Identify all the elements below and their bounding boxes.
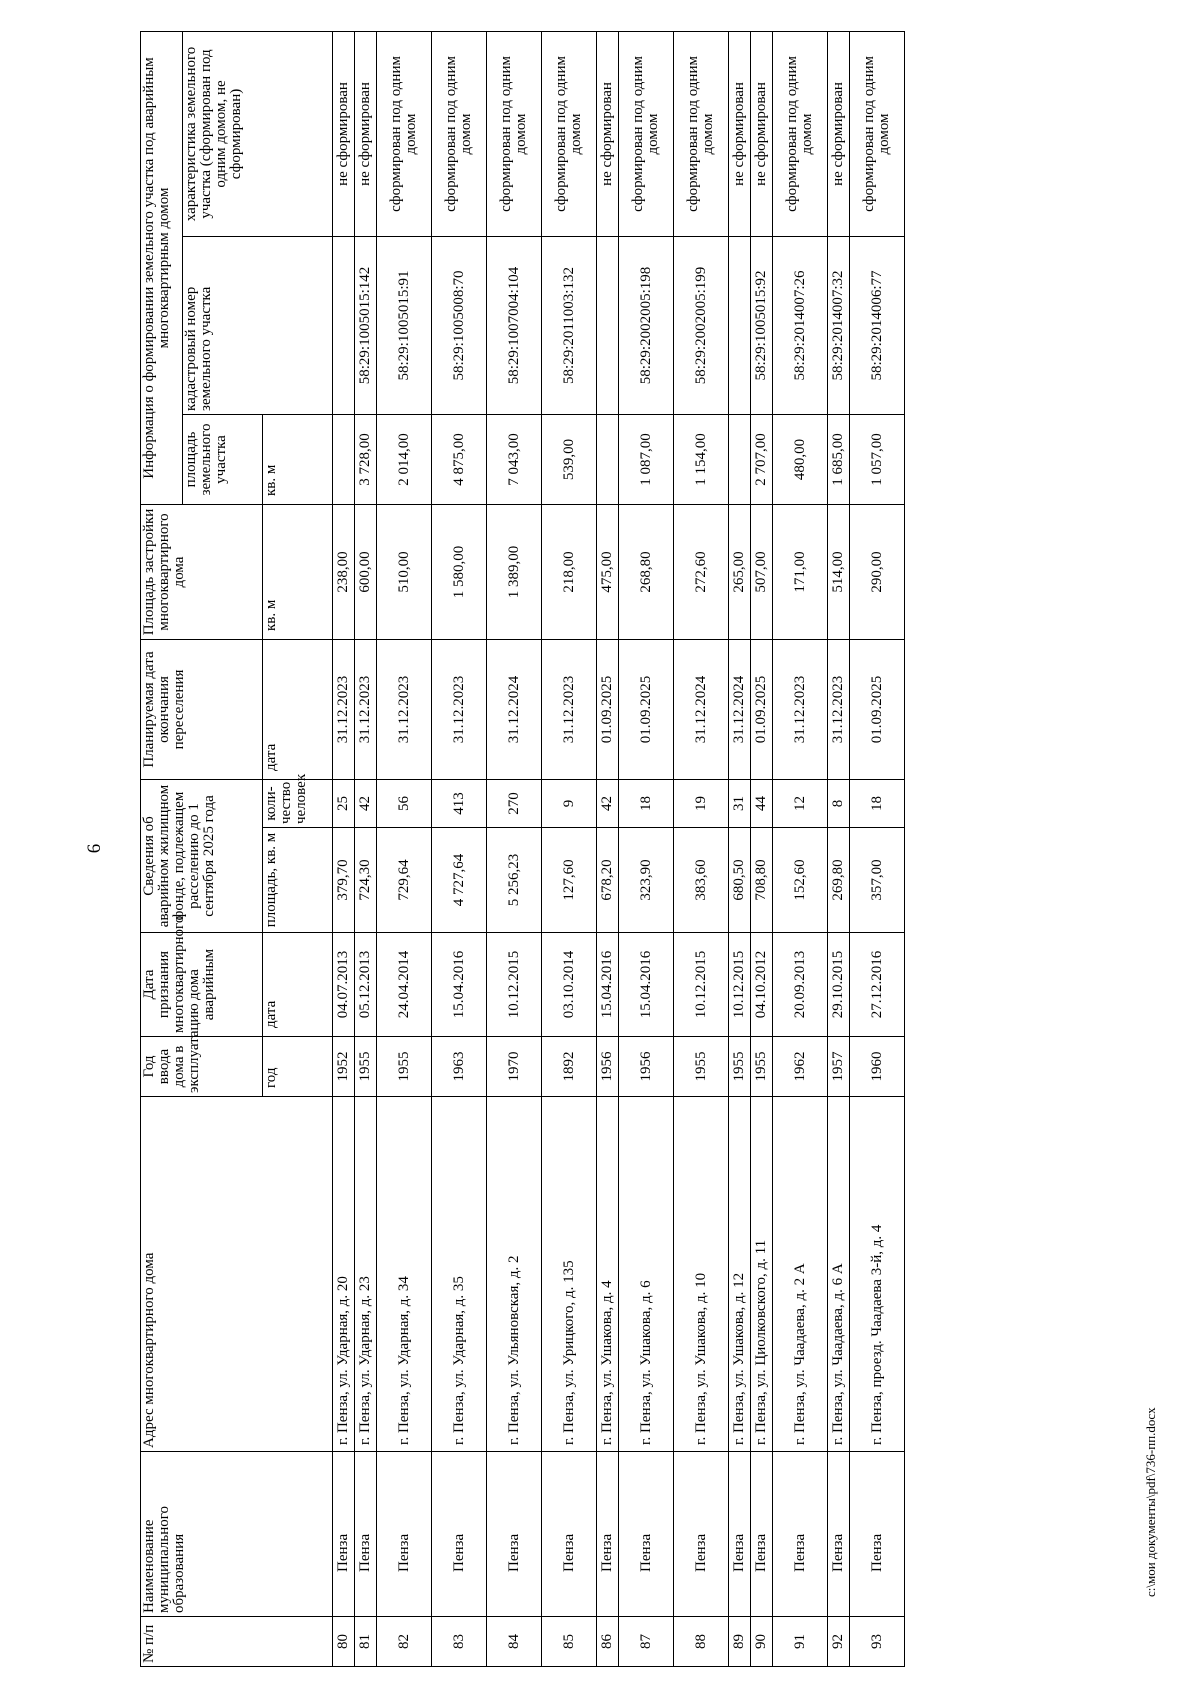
cell-people: 44 (751, 779, 773, 827)
cell-num: 89 (729, 1617, 751, 1667)
cell-plan: 31.12.2024 (487, 639, 542, 779)
cell-cad: 58:29:2014007:26 (773, 236, 828, 414)
cell-num: 83 (432, 1617, 487, 1667)
cell-num: 93 (850, 1617, 905, 1667)
cell-char: сформирован под одним домом (619, 31, 674, 236)
cell-num: 92 (828, 1617, 850, 1667)
cell-address: г. Пенза, ул. Ульяновская, д. 2 (487, 1097, 542, 1452)
cell-land-area: 2 707,00 (751, 414, 773, 504)
table-body (333, 31, 905, 1666)
cell-year: 1955 (355, 1037, 377, 1097)
cell-area: 5 256,23 (487, 828, 542, 933)
cell-area: 323,90 (619, 828, 674, 933)
cell-land-area (333, 414, 355, 504)
cell-build: 507,00 (751, 504, 773, 639)
cell-address: г. Пенза, ул. Урицкого, д. 135 (542, 1097, 597, 1452)
cell-mo: Пенза (487, 1452, 542, 1617)
table-row (377, 31, 432, 1666)
subheader-recog: дата (263, 933, 333, 1037)
cell-mo: Пенза (333, 1452, 355, 1617)
cell-char: не сформирован (729, 31, 751, 236)
cell-year: 1956 (597, 1037, 619, 1097)
cell-char: сформирован под одним домом (542, 31, 597, 236)
cell-year: 1955 (729, 1037, 751, 1097)
cell-recog: 10.12.2015 (674, 933, 729, 1037)
cell-cad (729, 236, 751, 414)
table-row (355, 31, 377, 1666)
cell-land-area: 4 875,00 (432, 414, 487, 504)
subheader-fund-people: коли-чество человек (263, 779, 333, 827)
cell-char: не сформирован (751, 31, 773, 236)
cell-num: 90 (751, 1617, 773, 1667)
cell-cad: 58:29:2011003:132 (542, 236, 597, 414)
cell-plan: 01.09.2025 (597, 639, 619, 779)
emergency-housing-table (140, 31, 905, 1667)
cell-build: 268,80 (619, 504, 674, 639)
header-land-char: характеристика земельного участка (сформирован под одним домом, не сформирован) (183, 31, 333, 236)
cell-area: 729,64 (377, 828, 432, 933)
cell-land-area: 3 728,00 (355, 414, 377, 504)
cell-address: г. Пенза, ул. Чаадаева, д. 6 А (828, 1097, 850, 1452)
cell-recog: 15.04.2016 (597, 933, 619, 1037)
subheader-land-area: кв. м (263, 414, 333, 504)
cell-year: 1963 (432, 1037, 487, 1097)
cell-area: 708,80 (751, 828, 773, 933)
cell-plan: 31.12.2024 (674, 639, 729, 779)
cell-num: 85 (542, 1617, 597, 1667)
cell-people: 18 (850, 779, 905, 827)
cell-address: г. Пенза, ул. Ушакова, д. 12 (729, 1097, 751, 1452)
cell-build: 290,00 (850, 504, 905, 639)
cell-land-area: 539,00 (542, 414, 597, 504)
cell-mo: Пенза (828, 1452, 850, 1617)
cell-build: 265,00 (729, 504, 751, 639)
header-num: № п/п (141, 1617, 333, 1667)
table-row (542, 31, 597, 1666)
cell-people: 18 (619, 779, 674, 827)
cell-cad (333, 236, 355, 414)
cell-mo: Пенза (674, 1452, 729, 1617)
cell-num: 82 (377, 1617, 432, 1667)
footer-path: c:\мои документы\pdf\736-пп.docx (1143, 1407, 1158, 1597)
cell-recog: 29.10.2015 (828, 933, 850, 1037)
cell-cad: 58:29:2014006:77 (850, 236, 905, 414)
cell-plan: 01.09.2025 (850, 639, 905, 779)
cell-char: не сформирован (828, 31, 850, 236)
cell-year: 1955 (674, 1037, 729, 1097)
page-number: 6 (84, 843, 105, 854)
cell-build: 475,00 (597, 504, 619, 639)
table-row (729, 31, 751, 1666)
cell-people: 42 (355, 779, 377, 827)
cell-address: г. Пенза, ул. Ушакова, д. 10 (674, 1097, 729, 1452)
table-row (674, 31, 729, 1666)
cell-mo: Пенза (355, 1452, 377, 1617)
cell-address: г. Пенза, ул. Чаадаева, д. 2 А (773, 1097, 828, 1452)
cell-recog: 27.12.2016 (850, 933, 905, 1037)
cell-area: 152,60 (773, 828, 828, 933)
header-land-area: площадь земельного участка (183, 414, 263, 504)
cell-cad: 58:29:1005015:142 (355, 236, 377, 414)
cell-address: г. Пенза, ул. Ушакова, д. 6 (619, 1097, 674, 1452)
cell-recog: 04.10.2012 (751, 933, 773, 1037)
cell-area: 269,80 (828, 828, 850, 933)
cell-plan: 31.12.2023 (432, 639, 487, 779)
cell-land-area: 1 154,00 (674, 414, 729, 504)
cell-recog: 04.07.2013 (333, 933, 355, 1037)
cell-build: 510,00 (377, 504, 432, 639)
cell-plan: 31.12.2023 (377, 639, 432, 779)
table-row (333, 31, 355, 1666)
cell-people: 42 (597, 779, 619, 827)
cell-mo: Пенза (751, 1452, 773, 1617)
cell-num: 80 (333, 1617, 355, 1667)
cell-cad (597, 236, 619, 414)
cell-address: г. Пенза, проезд. Чаадаева 3-й, д. 4 (850, 1097, 905, 1452)
cell-people: 19 (674, 779, 729, 827)
cell-mo: Пенза (542, 1452, 597, 1617)
cell-people: 56 (377, 779, 432, 827)
subheader-build: кв. м (263, 504, 333, 639)
table-row (619, 31, 674, 1666)
subheader-year: год (263, 1037, 333, 1097)
cell-address: г. Пенза, ул. Ударная, д. 20 (333, 1097, 355, 1452)
cell-build: 238,00 (333, 504, 355, 639)
cell-num: 87 (619, 1617, 674, 1667)
cell-area: 724,30 (355, 828, 377, 933)
cell-mo: Пенза (619, 1452, 674, 1617)
header-recognition: Дата признания многоквартирного дома аварийным (141, 933, 263, 1037)
cell-recog: 05.12.2013 (355, 933, 377, 1037)
cell-char: не сформирован (597, 31, 619, 236)
cell-land-area: 7 043,00 (487, 414, 542, 504)
cell-year: 1957 (828, 1037, 850, 1097)
cell-area: 383,60 (674, 828, 729, 933)
cell-num: 88 (674, 1617, 729, 1667)
cell-plan: 31.12.2023 (828, 639, 850, 779)
cell-mo: Пенза (773, 1452, 828, 1617)
cell-area: 680,50 (729, 828, 751, 933)
cell-address: г. Пенза, ул. Циолковского, д. 11 (751, 1097, 773, 1452)
cell-num: 91 (773, 1617, 828, 1667)
cell-people: 25 (333, 779, 355, 827)
header-fund: Сведения об аварийном жилищном фонде, подлежащем расселению до 1 сентября 2025 года (141, 779, 263, 932)
cell-cad: 58:29:1005008:70 (432, 236, 487, 414)
header-mo: Наименование муниципального образования (141, 1452, 333, 1617)
cell-plan: 01.09.2025 (751, 639, 773, 779)
cell-people: 9 (542, 779, 597, 827)
cell-land-area (729, 414, 751, 504)
cell-address: г. Пенза, ул. Ударная, д. 35 (432, 1097, 487, 1452)
cell-land-area: 2 014,00 (377, 414, 432, 504)
cell-address: г. Пенза, ул. Ушакова, д. 4 (597, 1097, 619, 1452)
header-year: Год ввода дома в эксплуатацию (141, 1037, 263, 1097)
cell-people: 12 (773, 779, 828, 827)
table-row (597, 31, 619, 1666)
cell-area: 4 727,64 (432, 828, 487, 933)
cell-year: 1956 (619, 1037, 674, 1097)
cell-year: 1892 (542, 1037, 597, 1097)
cell-mo: Пенза (597, 1452, 619, 1617)
table-row (828, 31, 850, 1666)
cell-recog: 24.04.2014 (377, 933, 432, 1037)
cell-plan: 31.12.2023 (355, 639, 377, 779)
cell-recog: 20.09.2013 (773, 933, 828, 1037)
cell-area: 379,70 (333, 828, 355, 933)
cell-char: сформирован под одним домом (432, 31, 487, 236)
cell-build: 272,60 (674, 504, 729, 639)
cell-build: 218,00 (542, 504, 597, 639)
table-row (432, 31, 487, 1666)
cell-plan: 31.12.2023 (773, 639, 828, 779)
cell-land-area: 480,00 (773, 414, 828, 504)
cell-plan: 31.12.2024 (729, 639, 751, 779)
cell-people: 31 (729, 779, 751, 827)
header-build-area: Площадь застройки многоквартирного дома (141, 504, 263, 639)
subheader-fund-area: площадь, кв. м (263, 828, 333, 933)
table-row (751, 31, 773, 1666)
cell-cad: 58:29:2014007:32 (828, 236, 850, 414)
cell-build: 514,00 (828, 504, 850, 639)
cell-build: 600,00 (355, 504, 377, 639)
header-cadastral: кадастровый номер земельного участка (183, 236, 333, 414)
cell-build: 1 580,00 (432, 504, 487, 639)
cell-char: не сформирован (355, 31, 377, 236)
cell-cad: 58:29:1007004:104 (487, 236, 542, 414)
cell-mo: Пенза (432, 1452, 487, 1617)
cell-num: 81 (355, 1617, 377, 1667)
cell-year: 1955 (377, 1037, 432, 1097)
cell-recog: 10.12.2015 (487, 933, 542, 1037)
cell-plan: 31.12.2023 (333, 639, 355, 779)
cell-year: 1955 (751, 1037, 773, 1097)
cell-char: сформирован под одним домом (674, 31, 729, 236)
cell-address: г. Пенза, ул. Ударная, д. 34 (377, 1097, 432, 1452)
cell-num: 84 (487, 1617, 542, 1667)
header-address: Адрес многоквартирного дома (141, 1097, 333, 1452)
cell-area: 127,60 (542, 828, 597, 933)
cell-char: сформирован под одним домом (773, 31, 828, 236)
cell-char: сформирован под одним домом (850, 31, 905, 236)
cell-year: 1962 (773, 1037, 828, 1097)
cell-plan: 31.12.2023 (542, 639, 597, 779)
cell-char: не сформирован (333, 31, 355, 236)
table-row (773, 31, 828, 1666)
cell-year: 1970 (487, 1037, 542, 1097)
cell-year: 1952 (333, 1037, 355, 1097)
cell-mo: Пенза (729, 1452, 751, 1617)
cell-cad: 58:29:2002005:198 (619, 236, 674, 414)
header-plan: Планируемая дата окончания переселения (141, 639, 263, 779)
cell-address: г. Пенза, ул. Ударная, д. 23 (355, 1097, 377, 1452)
table-row (487, 31, 542, 1666)
cell-mo: Пенза (377, 1452, 432, 1617)
cell-char: сформирован под одним домом (487, 31, 542, 236)
subheader-plan: дата (263, 639, 333, 779)
table-row (850, 31, 905, 1666)
cell-people: 8 (828, 779, 850, 827)
cell-plan: 01.09.2025 (619, 639, 674, 779)
cell-area: 678,20 (597, 828, 619, 933)
cell-build: 1 389,00 (487, 504, 542, 639)
cell-cad: 58:29:2002005:199 (674, 236, 729, 414)
cell-land-area: 1 087,00 (619, 414, 674, 504)
cell-build: 171,00 (773, 504, 828, 639)
cell-land-area (597, 414, 619, 504)
cell-cad: 58:29:1005015:92 (751, 236, 773, 414)
header-land: Информация о формировании земельного участка под аварийным многоквартирным домом (141, 31, 183, 504)
cell-people: 413 (432, 779, 487, 827)
cell-recog: 15.04.2016 (619, 933, 674, 1037)
cell-recog: 15.04.2016 (432, 933, 487, 1037)
cell-people: 270 (487, 779, 542, 827)
cell-mo: Пенза (850, 1452, 905, 1617)
cell-recog: 10.12.2015 (729, 933, 751, 1037)
cell-land-area: 1 685,00 (828, 414, 850, 504)
cell-year: 1960 (850, 1037, 905, 1097)
cell-land-area: 1 057,00 (850, 414, 905, 504)
cell-recog: 03.10.2014 (542, 933, 597, 1037)
cell-num: 86 (597, 1617, 619, 1667)
cell-char: сформирован под одним домом (377, 31, 432, 236)
cell-area: 357,00 (850, 828, 905, 933)
cell-cad: 58:29:1005015:91 (377, 236, 432, 414)
